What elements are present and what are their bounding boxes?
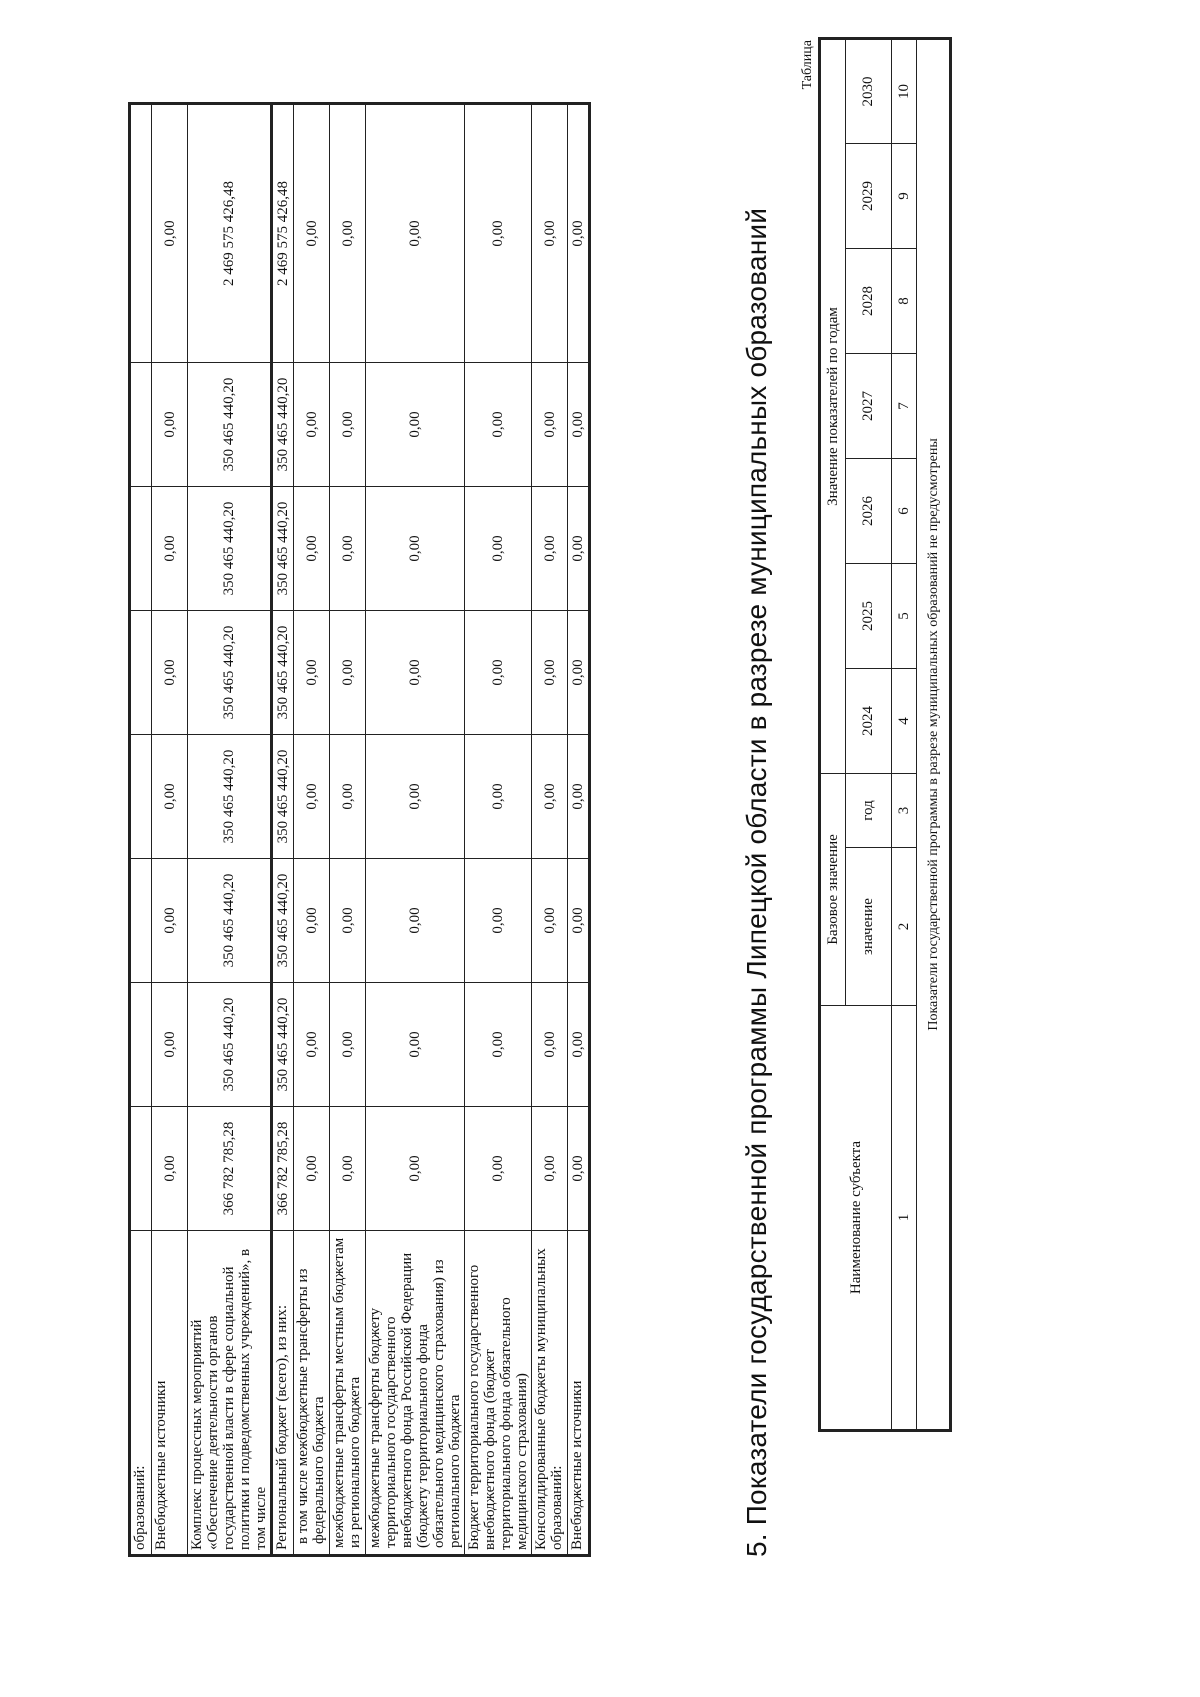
row-value: 2 469 575 426,48 [188,104,272,363]
row-name: межбюджетные трансферты местным бюджетам из регионального бюджета [330,1231,366,1556]
row-value: 350 465 440,20 [272,487,294,611]
row-value: 0,00 [568,487,590,611]
row-value [130,611,152,735]
row-value: 0,00 [152,859,188,983]
column-number: 7 [892,353,917,458]
row-value: 350 465 440,20 [272,611,294,735]
row-name: Внебюджетные источники [568,1231,590,1556]
funding-row [366,104,465,1556]
funding-row [272,104,294,1556]
row-value [130,1107,152,1231]
subject-name-header: Наименование субъекта [820,1006,892,1431]
funding-row [465,104,532,1556]
row-name: образований: [130,1231,152,1556]
row-value: 0,00 [532,1107,568,1231]
row-value: 0,00 [532,983,568,1107]
row-value: 0,00 [532,735,568,859]
column-number: 10 [892,38,917,143]
row-name: Внебюджетные источники [152,1231,188,1556]
column-number: 4 [892,668,917,773]
row-name: Комплекс процессных мероприятий «Обеспечение деятельности органов государственной власти в сфере социальной политики и подведомственных учреждений», в том числе [188,1231,272,1556]
column-number: 1 [892,1006,917,1431]
row-value: 0,00 [366,104,465,363]
row-value: 0,00 [465,859,532,983]
funding-row [188,104,272,1556]
row-value: 0,00 [152,104,188,363]
year-header: 2027 [846,353,892,458]
base-year-subheader: год [846,773,892,847]
row-value: 350 465 440,20 [272,363,294,487]
section-heading: 5. Показатели государственной программы Липецкой области в разрезе муниципальных образований [741,207,772,1557]
row-value: 350 465 440,20 [272,735,294,859]
row-value: 0,00 [330,1107,366,1231]
row-value: 0,00 [366,983,465,1107]
funding-row [330,104,366,1556]
column-number: 6 [892,458,917,563]
funding-row [532,104,568,1556]
row-value [130,363,152,487]
row-name: в том числе межбюджетные трансферты из федерального бюджета [294,1231,330,1556]
row-value [130,859,152,983]
row-value: 0,00 [330,363,366,487]
row-value: 0,00 [294,611,330,735]
row-value: 350 465 440,20 [188,983,272,1107]
base-value-subheader: значение [846,848,892,1006]
funding-row [294,104,330,1556]
row-value [130,735,152,859]
row-value: 0,00 [294,363,330,487]
row-name: межбюджетные трансферты бюджету территориального государственного внебюджетного фонда Российской Федерации (бюджету территориального фонда обязательного медицинского страхования) из регионального бюджета [366,1231,465,1556]
row-value: 0,00 [366,1107,465,1231]
row-name: Бюджет территориального государственного внебюджетного фонда (бюджет территориального фонда обязательного медицинского страхования) [465,1231,532,1556]
row-value: 0,00 [568,859,590,983]
column-number: 5 [892,563,917,668]
row-value: 0,00 [152,1107,188,1231]
row-value [130,487,152,611]
column-number: 9 [892,143,917,248]
row-value: 0,00 [465,735,532,859]
column-number: 8 [892,248,917,353]
row-value: 0,00 [152,363,188,487]
table-caption: Таблица [800,40,815,90]
year-header: 2028 [846,248,892,353]
row-value: 0,00 [294,1107,330,1231]
year-header: 2030 [846,38,892,143]
row-value: 0,00 [568,983,590,1107]
base-value-header: Базовое значение [820,773,846,1005]
year-header: 2026 [846,458,892,563]
funding-row [152,104,188,1556]
row-value: 0,00 [568,104,590,363]
row-value: 0,00 [465,1107,532,1231]
row-value: 350 465 440,20 [272,983,294,1107]
row-value: 350 465 440,20 [188,735,272,859]
row-value: 0,00 [465,983,532,1107]
funding-table [128,102,591,1557]
row-value: 0,00 [330,859,366,983]
row-value: 0,00 [532,363,568,487]
row-value: 0,00 [366,487,465,611]
row-value: 0,00 [532,487,568,611]
row-value: 0,00 [532,104,568,363]
row-value: 0,00 [294,104,330,363]
column-number: 2 [892,848,917,1006]
row-value: 2 469 575 426,48 [272,104,294,363]
year-header: 2024 [846,668,892,773]
row-value: 350 465 440,20 [272,859,294,983]
column-number: 3 [892,773,917,847]
indicators-table [818,37,952,1432]
row-value: 0,00 [568,363,590,487]
year-header: 2025 [846,563,892,668]
row-value: 0,00 [330,983,366,1107]
row-value: 0,00 [366,611,465,735]
row-value: 0,00 [330,104,366,363]
row-value: 0,00 [532,859,568,983]
row-value: 0,00 [366,363,465,487]
row-name: Региональный бюджет (всего), из них: [272,1231,294,1556]
row-value: 0,00 [330,487,366,611]
row-value: 0,00 [294,859,330,983]
row-value: 0,00 [532,611,568,735]
row-value: 0,00 [330,611,366,735]
row-value: 0,00 [366,859,465,983]
note-row [917,38,951,1430]
row-value: 350 465 440,20 [188,611,272,735]
year-header: 2029 [846,143,892,248]
row-value: 0,00 [568,1107,590,1231]
not-provided-note: Показатели государственной программы в разрезе муниципальных образований не предусмотрены [917,38,951,1430]
row-value: 0,00 [152,487,188,611]
funding-row [568,104,590,1556]
column-number-row [892,38,917,1430]
row-value: 0,00 [330,735,366,859]
row-value: 0,00 [465,487,532,611]
row-value: 350 465 440,20 [188,487,272,611]
row-value: 0,00 [294,983,330,1107]
row-value: 0,00 [465,363,532,487]
row-value: 0,00 [465,104,532,363]
row-value: 350 465 440,20 [188,859,272,983]
row-value: 0,00 [152,735,188,859]
row-value: 0,00 [568,611,590,735]
row-value: 0,00 [294,735,330,859]
row-value: 0,00 [568,735,590,859]
years-group-header: Значение показателей по годам [820,38,846,773]
row-value: 0,00 [294,487,330,611]
row-value: 0,00 [152,983,188,1107]
row-value: 366 782 785,28 [188,1107,272,1231]
row-name: Консолидированные бюджеты муниципальных образований: [532,1231,568,1556]
row-value: 366 782 785,28 [272,1107,294,1231]
row-value: 0,00 [152,611,188,735]
funding-row [130,104,152,1556]
row-value [130,104,152,363]
row-value: 350 465 440,20 [188,363,272,487]
row-value [130,983,152,1107]
row-value: 0,00 [465,611,532,735]
row-value: 0,00 [366,735,465,859]
